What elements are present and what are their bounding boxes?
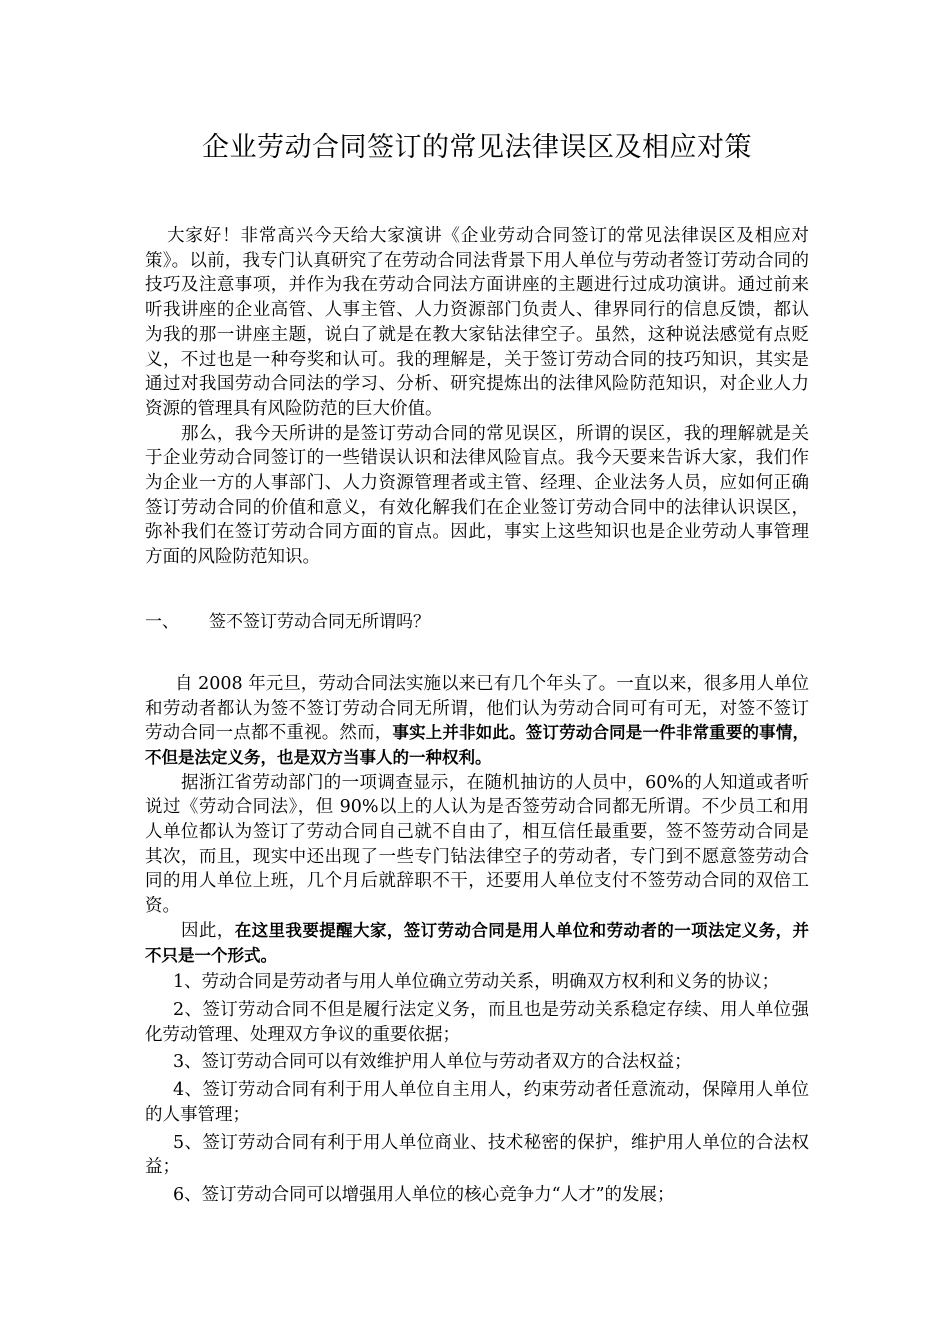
list-item: 2、签订劳动合同不但是履行法定义务，而且也是劳动关系稳定存续、用人单位强化劳动管理、处理双方争议的重要依据； [145, 999, 809, 1045]
list-item: 1、劳动合同是劳动者与用人单位确立劳动关系，明确双方权利和义务的协议； [173, 972, 780, 993]
section-heading [145, 610, 809, 634]
section-number: 一、 [145, 611, 179, 632]
section-paragraph-1-bold: 事实上并非如此。签订劳动合同是一件非常重要的事情，不但是法定义务，也是双方当事人的一种权利。 [145, 723, 810, 767]
document-body [145, 128, 809, 1211]
list-item: 3、签订劳动合同可以有效维护用人单位与劳动者双方的合法权益； [173, 1052, 692, 1073]
intro-paragraph-1: 大家好！非常高兴今天给大家演讲《企业劳动合同签订的常见法律误区及相应对策》。以前，我专门认真研究了在劳动合同法背景下用人单位与劳动者签订劳动合同的技巧及注意事项，并作为我在劳动合同法方面讲座的主题进行过成功演讲。通过前来听我讲座的企业高管、人事主管、人力资源部门负责人、律界同行的信息反馈，都认为我的那一讲座主题，说白了就是在教大家钻法律空子。虽然，这种说法感觉有点贬义，不过也是一种夸奖和认可。我的理解是，关于签订劳动合同的技巧知识，其实是通过对我国劳动合同法的学习、分析、研究提炼出的法律风险防范知识，对企业人力资源的管理具有风险防范的巨大价值。 [145, 226, 809, 419]
section-paragraph-2: 据浙江省劳动部门的一项调查显示，在随机抽访的人员中，60%的人知道或者听说过《劳动合同法》，但 90%以上的人认为是否签劳动合同都无所谓。不少员工和用人单位都认为签订了劳动合同自己就不自由了，相互信任最重要，签不签劳动合同是其次，而且，现实中还出现了一些专门钻法律空子的劳动者，专门到不愿意签劳动合同的用人单位上班，几个月后就辞职不干，还要用人单位支付不签劳动合同的双倍工资。 [145, 772, 809, 917]
section-heading-text: 签不签订劳动合同无所谓吗？ [209, 611, 430, 632]
page-title: 企业劳动合同签订的常见法律误区及相应对策 [202, 132, 752, 163]
section-paragraph-1-text: 自 2008 年元旦，劳动合同法实施以来已有几个年头了。一直以来，很多用人单位和劳动者都认为签不签订劳动合同无所谓，他们认为劳动合同可有可无，对签不签订劳动合同一点都不重视。然而， [145, 673, 809, 744]
section-paragraph-3-bold: 在这里我要提醒大家，签订劳动合同是用人单位和劳动者的一项法定义务，并不只是一个形式。 [145, 920, 810, 965]
list-item: 4、签订劳动合同有利于用人单位自主用人，约束劳动者任意流动，保障用人单位的人事管理； [145, 1080, 809, 1125]
list-item: 5、签订劳动合同有利于用人单位商业、技术秘密的保护，维护用人单位的合法权益； [145, 1132, 809, 1178]
list-item: 6、签订劳动合同可以增强用人单位的核心竞争力“人才”的发展； [173, 1184, 675, 1205]
section-paragraph-3 [145, 919, 809, 968]
intro-paragraph-2: 那么，我今天所讲的是签订劳动合同的常见误区，所谓的误区，我的理解就是关于企业劳动合同签订的一些错误认识和法律风险盲点。我今天要来告诉大家，我们作为企业一方的人事部门、人力资源管理者或主管、经理、企业法务人员，应如何正确签订劳动合同的价值和意义，有效化解我们在企业签订劳动合同中的法律认识误区，弥补我们在签订劳动合同方面的盲点。因此，事实上这些知识也是企业劳动人事管理方面的风险防范知识。 [145, 423, 809, 568]
section-paragraph-1 [145, 672, 809, 771]
section-paragraph-3-text: 因此， [181, 920, 235, 941]
